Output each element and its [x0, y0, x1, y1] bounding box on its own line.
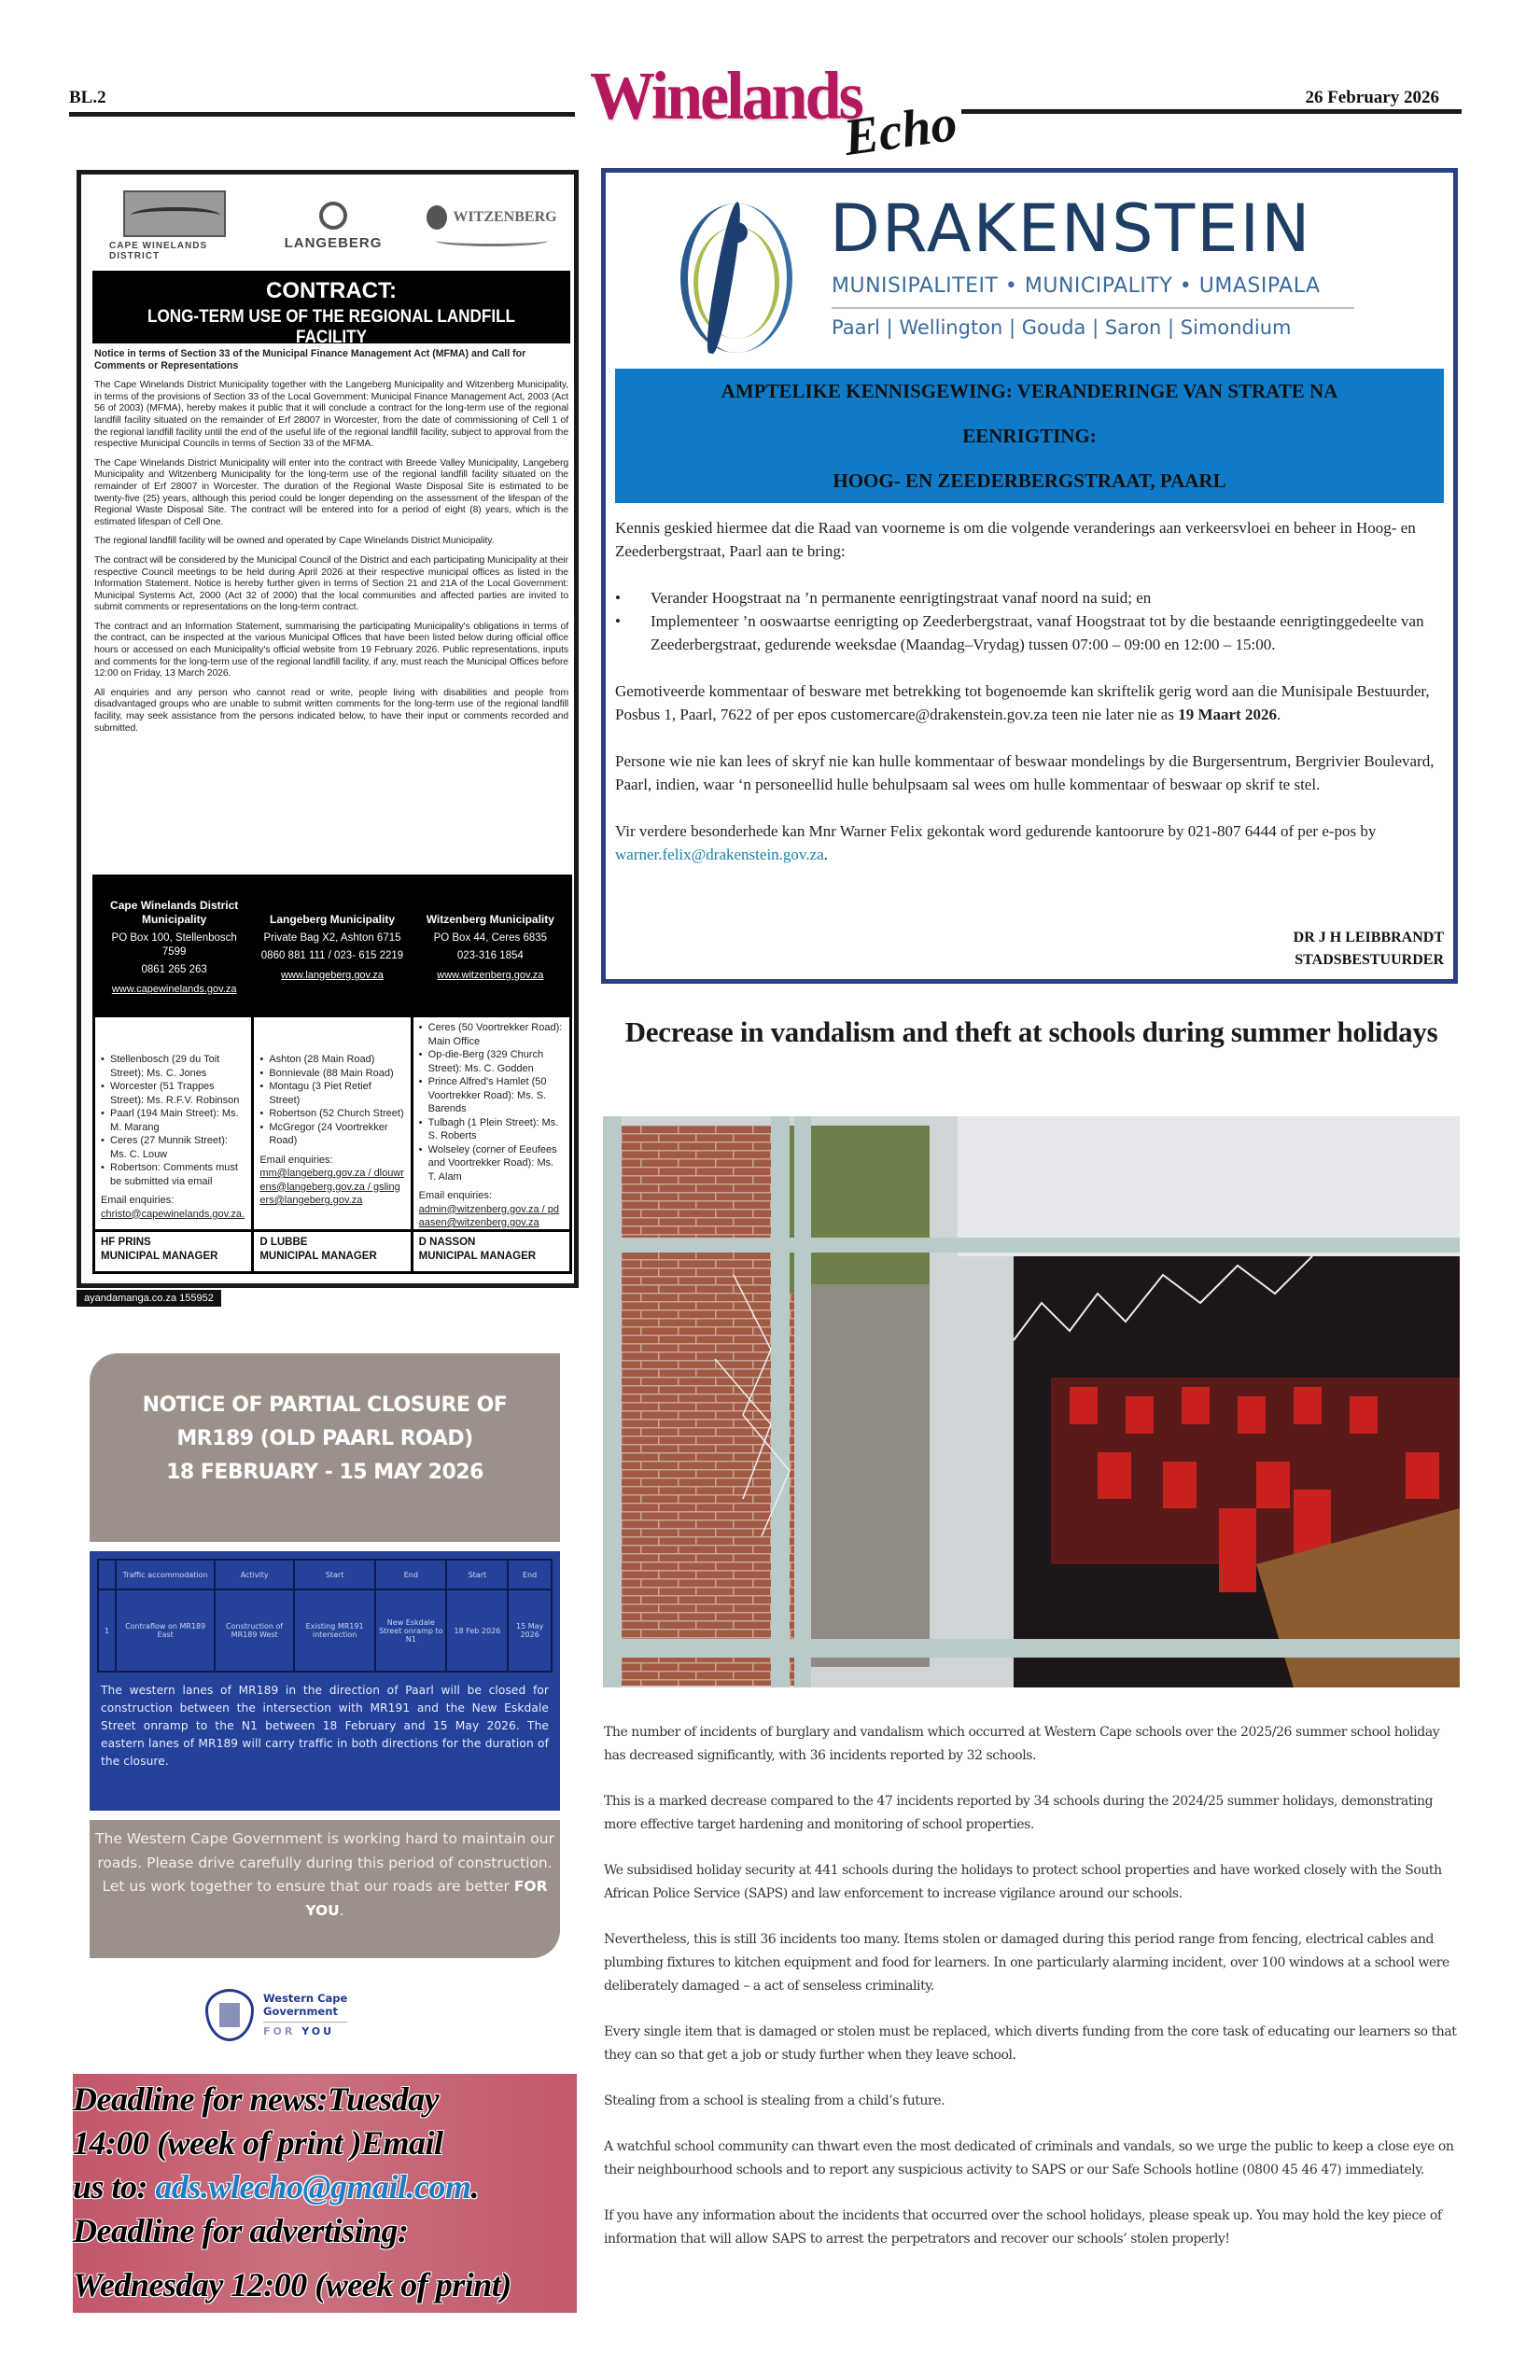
email-link[interactable]: mm@langeberg.gov.za / dlouwrens@langeberg.gov.za / gslingers@langeberg.gov.za: [259, 1168, 404, 1206]
notice-bullet: • Implementeer ’n ooswaartse eenrigting op Zeederbergstraat, vanaf Hoogstraat tot by die bestaande eenrigtinggedeelte van Zeederbergstraat, gedurende weeksdae (Maandag–Vrydag) tussen 07:00 – 09:00 en 12:00 – 15:00.: [615, 609, 1446, 656]
article-paragraph: Nevertheless, this is still 36 incidents too many. Items stolen or damaged during this period range from fencing, electrical cables and plumbing fixtures to kitchen equipment and food for learners. In one particularly alarming incident, over 100 windows at a school were deliberately damaged – a act of senseless criminality.: [604, 1932, 1449, 1994]
municipality-contacts-table: [92, 875, 572, 1274]
website-link[interactable]: www.capewinelands.gov.za: [111, 983, 237, 995]
municipality-header-witzenberg: Witzenberg Municipality PO Box 44, Ceres 6835 023-316 1854 www.witzenberg.gov.za: [412, 877, 569, 1017]
manager-langeberg: D LUBBE MUNICIPAL MANAGER: [254, 1232, 413, 1271]
signatory: [1294, 927, 1444, 972]
news-deadline: Deadline for news:Tuesday: [73, 2080, 440, 2118]
langeberg-emblem-icon: [319, 202, 347, 230]
email-line: us to: ads.wlecho@gmail.com.: [73, 2168, 479, 2205]
masthead-logo: [590, 59, 961, 168]
office-item: • Tulbagh (1 Plein Street): Ms. S. Roberts: [419, 1116, 564, 1143]
municipal-managers-row: [95, 1229, 569, 1271]
masthead-echo: Echo: [840, 93, 961, 168]
coat-of-arms-icon: [205, 1989, 254, 2041]
offices-cwd: • Stellenbosch (29 du Toit Street): Ms. C. Jones • Worcester (51 Trappes Street): Ms. R.F.V. Robinson • Paarl (194 Main Street): Ms. M. Marang • Ceres (27 Munnik Street): Ms. C. Louw • Robertson: Comments must be submitted via email Email enquiries: christo@capewinelands.gov.za.: [95, 1017, 254, 1229]
notice-body: [615, 516, 1446, 889]
road-closure-title: NOTICE OF PARTIAL CLOSURE OF: [142, 1393, 508, 1417]
contract-title: CONTRACT:: [266, 278, 397, 303]
agency-tag: ayandamanga.co.za 155952: [77, 1290, 221, 1307]
municipality-offices-row: [95, 1017, 569, 1229]
contract-paragraph: The contract and an Information Statement, summarising the participating Municipality's obligations in terms of the contract, can be inspected at the various Municipal Offices that have been listed below during official office hours or accessed on each Municipality's official website from 19 February 2026. Public representations, inputs and comments for the long-term use of the regional landfill facility, if any, must reach the Municipal Offices before 12:00 on Friday, 13 March 2026.: [94, 621, 568, 679]
office-item: • Robertson: Comments must be submitted via email: [101, 1161, 245, 1188]
offices-witzenberg: • Ceres (50 Voortrekker Road): Main Office • Op-die-Berg (329 Church Street): Ms. C. Godden • Prince Alfred's Hamlet (50 Voortrekker Road): Ms. S. Barends • Tulbagh (1 Plein Street): Ms. S. Roberts • Wolseley (corner of Eeufees and Voortrekker Road): Ms. T. Alam Email enquiries: admin@witzenberg.gov.za / pdaasen@witzenberg.gov.za: [413, 1017, 569, 1229]
table-header-row: Traffic accommodation Activity Start End Start End: [98, 1560, 552, 1589]
contract-title-bar: [92, 271, 570, 347]
article-paragraph: Every single item that is damaged or stolen must be replaced, which diverts funding from the core task of educating our learners so that they can so that get a job or study further when they leave school.: [604, 2024, 1457, 2063]
broken-window-illustration: [603, 1116, 1460, 1687]
contract-paragraph: The contract will be considered by the Municipal Council of the District and each participating Municipality at their respective Council meetings to be held during April 2026 at their respective municipal offices as listed in the Information Statement. Notice is hereby further given in terms of Section 21 and 21A of the Local Government: Municipal Systems Act, 2000 (Act 32 of 2000) that the local communities and affected parties are invited to submit comments or representations on the long-term contract.: [94, 554, 568, 613]
signatory-title: STADSBESTUURDER: [1295, 952, 1444, 968]
road-closure-title-panel: [90, 1353, 560, 1542]
contract-subtitle: LONG-TERM USE OF THE REGIONAL LANDFILL FACILITY: [147, 307, 515, 347]
notice-heading: EENRIGTING:: [962, 425, 1097, 447]
header-rule-left: [69, 112, 575, 117]
office-item: • Ceres (50 Voortrekker Road): Main Office: [419, 1021, 564, 1048]
news-deadline-time: 14:00 (week of print )Email: [73, 2124, 443, 2162]
notice-intro: Kennis geskied hiermee dat die Raad van voorneme is om die volgende veranderings aan verkeersvloei en beheer in Hoog- en Zeederbergstraat, Paarl aan te bring:: [615, 519, 1416, 560]
drakenstein-name: DRAKENSTEIN: [830, 190, 1312, 267]
notice-heading: AMPTELIKE KENNISGEWING: VERANDERINGE VAN STRATE NA: [721, 380, 1338, 402]
office-item: • Prince Alfred's Hamlet (50 Voortrekker Road): Ms. S. Barends: [419, 1075, 564, 1116]
article-headline: Decrease in vandalism and theft at schools during summer holidays: [624, 1015, 1438, 1048]
langeberg-logo: LANGEBERG: [273, 184, 394, 268]
contract-notice: [77, 170, 579, 1288]
witzenberg-logo: WITZENBERG: [422, 184, 562, 268]
drakenstein-figure-icon: [680, 189, 792, 357]
advertising-deadline: Deadline for advertising:: [73, 2212, 409, 2249]
office-item: • Worcester (51 Trappes Street): Ms. R.F.V. Robinson: [101, 1080, 245, 1107]
drakenstein-subtitle: MUNISIPALITEIT • MUNICIPALITY • UMASIPALA: [832, 274, 1321, 298]
deadline-box: [73, 2074, 577, 2313]
contract-paragraph: All enquiries and any person who cannot read or write, people living with disabilities and people from disadvantaged groups who are unable to submit written comments for the long-term use of the regional landfill facility, may seek assistance from the persons indicated below, to have their input or comments recorded and submitted.: [94, 687, 568, 734]
website-link[interactable]: www.langeberg.gov.za: [281, 969, 384, 981]
article-paragraph: We subsidised holiday security at 441 schools during the holidays to protect school properties and have worked closely with the South African Police Service (SAPS) and law enforcement to increase vigilance around our schools.: [604, 1863, 1442, 1901]
drakenstein-towns: Paarl | Wellington | Gouda | Saron | Simondium: [832, 316, 1292, 339]
advertising-deadline-time: Wednesday 12:00 (week of print): [73, 2266, 511, 2303]
notice-comments: Gemotiveerde kommentaar of besware met betrekking tot bogenoemde kan skriftelik gerig word aan die Munisipale Bestuurder, Posbus 1, Paarl, 7622 of per epos customercare@drakenstein.gov.za teen nie later nie as 19 Maart 2026.: [615, 682, 1430, 723]
contract-paragraph: The Cape Winelands District Municipality will enter into the contract with Breede Valley Municipality, Langeberg Municipality and Witzenberg Municipality for the long-term use of the regional landfill facility situated on the remainder of Erf 28007 in Worcester. The duration of the Regional Waste Disposal Site is estimated to be twenty-five (25) years, although this period could be longer depending on the assessment of the lifespan of the Regional Waste Disposal Site. The contract will be entered into for a period of eight (8) years, which is the estimated lifespan of Cell One.: [94, 457, 568, 527]
notice-bullet: • Verander Hoogstraat na ’n permanente eenrigtingstraat vanaf noord na suid; en: [615, 586, 1446, 609]
page-label: BL.2: [69, 88, 106, 107]
road-closure-details-panel: [90, 1551, 560, 1811]
witzenberg-fruit-icon: [427, 205, 447, 230]
road-closure-title: MR189 (OLD PAARL ROAD): [176, 1427, 473, 1450]
email-link[interactable]: ads.wlecho@gmail.com: [155, 2168, 471, 2205]
office-item: • Bonnievale (88 Main Road): [259, 1067, 404, 1081]
broken-window-photo: [603, 1116, 1460, 1687]
office-item: • Montagu (3 Piet Retief Street): [259, 1080, 404, 1107]
email-link[interactable]: christo@capewinelands.gov.za.: [101, 1208, 245, 1220]
notice-banner: [615, 369, 1444, 503]
signatory-name: DR J H LEIBBRANDT: [1293, 930, 1444, 945]
email-link[interactable]: warner.felix@drakenstein.gov.za: [615, 846, 824, 863]
header-rule-right: [961, 109, 1462, 114]
municipality-header-langeberg: Langeberg Municipality Private Bag X2, Ashton 6715 0860 881 111 / 023- 615 2219 www.langeberg.gov.za: [253, 877, 411, 1017]
divider: [832, 307, 1354, 309]
article-paragraph: This is a marked decrease compared to the 47 incidents reported by 34 schools during the 2024/25 summer holidays, demonstrating more effective target hardening and monitoring of school properties.: [604, 1794, 1434, 1832]
office-item: • Stellenbosch (29 du Toit Street): Ms. C. Jones: [101, 1053, 245, 1080]
office-item: • McGregor (24 Voortrekker Road): [259, 1121, 404, 1148]
office-item: • Wolseley (corner of Eeufees and Voortrekker Road): Ms. T. Alam: [419, 1143, 564, 1184]
office-item: • Op-die-Berg (329 Church Street): Ms. C. Godden: [419, 1048, 564, 1075]
contract-body: [94, 348, 568, 742]
office-item: • Paarl (194 Main Street): Ms. M. Marang: [101, 1107, 245, 1134]
manager-witzenberg: D NASSON MUNICIPAL MANAGER: [418, 1237, 537, 1262]
table-row: 1 Contraflow on MR189 East Construction of MR189 West Existing MR191 intersection New Eskdale Street onramp to N1 18 Feb 2026 15 May 2026: [98, 1589, 552, 1672]
offices-langeberg: • Ashton (28 Main Road) • Bonnievale (88 Main Road) • Montagu (3 Piet Retief Street) • Robertson (52 Church Street) • McGregor (24 Voortrekker Road) Email enquiries: mm@langeberg.gov.za / dlouwrens@langeberg.gov.za / gslingers@langeberg.gov.za: [254, 1017, 413, 1229]
cape-winelands-emblem-icon: [123, 190, 226, 237]
masthead-winelands: Winelands: [590, 59, 861, 134]
office-item: • Robertson (52 Church Street): [259, 1107, 404, 1121]
office-item: • Ashton (28 Main Road): [259, 1053, 404, 1067]
article-paragraph: The number of incidents of burglary and vandalism which occurred at Western Cape schools over the 2025/26 summer school holiday has decreased significantly, with 36 incidents reported by 32 schools.: [604, 1725, 1440, 1763]
article-body: [604, 1721, 1461, 2274]
municipality-header-cwd: Cape Winelands District Municipality PO Box 100, Stellenbosch 7599 0861 265 263 www.capewinelands.gov.za: [95, 877, 253, 1017]
article-paragraph: If you have any information about the incidents that occurred over the school holidays, please speak up. You may hold the key piece of information that will allow SAPS to arrest the perpetrators and recover our schools’ stolen properly!: [604, 2208, 1442, 2247]
drakenstein-logo: [662, 180, 1427, 367]
western-cape-government-logo: Western Cape Government FOR YOU: [205, 1986, 420, 2044]
municipal-logos: [100, 184, 557, 268]
article-paragraph: A watchful school community can thwart even the most dedicated of criminals and vandals, so we urge the public to keep a close eye on their neighbourhood schools and to report any suspicious activity to SAPS or our Safe Schools hotline (0800 45 46 47) immediately.: [604, 2139, 1454, 2177]
contract-paragraph: The Cape Winelands District Municipality together with the Langeberg Municipality and Witzenberg Municipality, in terms of the provisions of Section 33 of the Local Government: Municipal Finance Management Act, 2003 (Act 56 of 2003) (MFMA), hereby makes it public that it will conclude a contract for the long-term use of the regional landfill facility situated on the remainder of Erf 28007 in Worcester, from the date of commissioning of Cell 1 of the regional landfill facility until the end of the useful life of the regional landfill facility, subject to approval from the respective Municipal Councils in terms of Section 33 of the MFMA.: [94, 380, 568, 450]
road-closure-table: [97, 1559, 553, 1673]
office-item: • Ceres (27 Munnik Street): Ms. C. Louw: [101, 1134, 245, 1161]
witzenberg-wave-icon: [436, 235, 548, 246]
municipality-header-row: [95, 877, 569, 1017]
road-closure-dates: 18 FEBRUARY - 15 MAY 2026: [166, 1461, 483, 1484]
issue-date: 26 February 2026: [1305, 88, 1439, 107]
notice-heading: HOOG- EN ZEEDERBERGSTRAAT, PAARL: [833, 469, 1226, 492]
cape-winelands-logo: CAPE WINELANDS DISTRICT: [109, 184, 240, 268]
notice-contact: Vir verdere besonderhede kan Mnr Warner Felix gekontak word gedurende kantoorure by 021-807 6444 of per e-pos by warner.felix@drakenstein.gov.za.: [615, 822, 1377, 863]
road-closure-message: The Western Cape Government is working hard to maintain our roads. Please drive carefully during this period of construction. Let us work together to ensure that our roads are better FOR YOU.: [90, 1820, 560, 1958]
article-paragraph: Stealing from a school is stealing from a child’s future.: [604, 2093, 945, 2108]
manager-cwd: HF PRINS MUNICIPAL MANAGER: [95, 1232, 254, 1271]
road-closure-description: The western lanes of MR189 in the direction of Paarl will be closed for construction between the intersection with MR191 and the New Eskdale Street onramp to the N1 between 18 February and 15 May 2026. The eastern lanes of MR189 will carry traffic in both directions for the duration of the closure.: [101, 1684, 549, 1768]
contract-lead: Notice in terms of Section 33 of the Municipal Finance Management Act (MFMA) and Call for Comments or Representations: [94, 348, 526, 371]
drakenstein-notice: [601, 168, 1458, 984]
contract-paragraph: The regional landfill facility will be owned and operated by Cape Winelands District Municipality.: [94, 536, 495, 547]
website-link[interactable]: www.witzenberg.gov.za: [437, 969, 544, 981]
notice-assistance: Persone wie nie kan lees of skryf nie kan hulle kommentaar of beswaar mondelings by die Burgersentrum, Bergrivier Boulevard, Paarl, indien, waar ‘n personeellid hulle behulpsaam sal wees om hulle kommentaar of beswaar op skrif te stel.: [615, 752, 1435, 793]
email-link[interactable]: admin@witzenberg.gov.za / pdaasen@witzenberg.gov.za: [418, 1203, 560, 1228]
